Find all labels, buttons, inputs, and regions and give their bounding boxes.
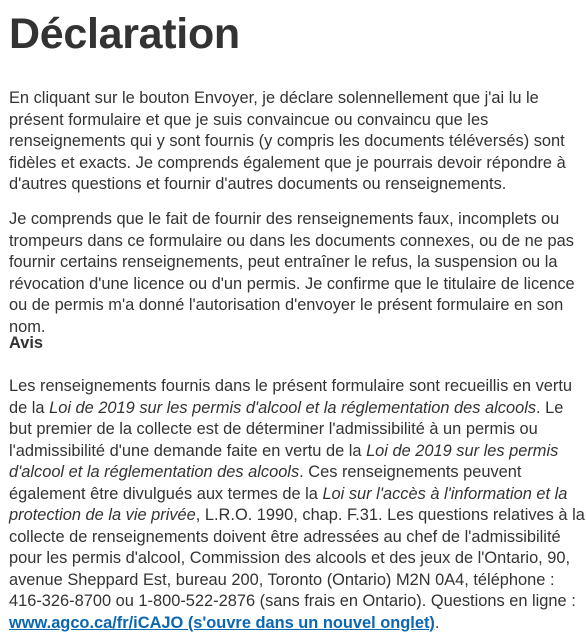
avis-text-2: . Le but premier de la collecte est de déterminer l'admissibilité à un permis ou l'admissibilité d'une demande faite en vertu de la: [9, 398, 564, 460]
declaration-paragraph-2: Je comprends que le fait de fournir des renseignements faux, incomplets ou trompeurs dans ce formulaire ou dans les documents connexes, ou de ne pas fournir certains renseignements, peut entraîner le refus, la suspension ou la révocation d'une licence ou d'un permis. Je confirme que le titulaire de licence ou de permis m'a donné l'autorisation d'envoyer le présent formulaire en son nom.: [9, 210, 575, 336]
law-title-2: Loi de 2019 sur les permis d'alcool et la réglementation des alcools: [9, 441, 559, 481]
avis-text-1: Les renseignements fournis dans le présent formulaire sont recueillis en vertu de la: [9, 377, 573, 417]
avis-text-3: . Ces renseignements peuvent également être divulgués aux termes de la: [9, 463, 522, 503]
page-title: Déclaration: [9, 10, 240, 58]
avis-heading: Avis: [9, 334, 44, 352]
law-title-1: Loi de 2019 sur les permis d'alcool et la réglementation des alcools: [49, 398, 537, 417]
law-title-3: Loi sur l'accès à l'information et la protection de la vie privée: [9, 484, 568, 524]
avis-text-4: , L.R.O. 1990, chap. F.31. Les questions relatives à la collecte de renseignements doivent être adressées au chef de l'admissibilité pour les permis d'alcool, Commission des alcools et des jeux de l'Ontario, 90, avenue Sheppard Est, bureau 200, Toronto (Ontario) M2N 0A4, téléphone : 416-326-8700 ou 1-800-522-2876 (sans frais en Ontario). Questions en ligne :: [9, 506, 585, 610]
avis-paragraph: [9, 376, 586, 634]
avis-text-5: .: [434, 613, 440, 632]
icajo-link[interactable]: www.agco.ca/fr/iCAJO (s'ouvre dans un nouvel onglet): [9, 613, 435, 632]
declaration-paragraph-1: En cliquant sur le bouton Envoyer, je déclare solennellement que j'ai lu le présent formulaire et que je suis convaincue ou convaincu que les renseignements qui y sont fournis (y compris les documents téléversés) sont fidèles et exacts. Je comprends également que je pourrais devoir répondre à d'autres questions et fournir d'autres documents ou renseignements.: [9, 89, 566, 193]
